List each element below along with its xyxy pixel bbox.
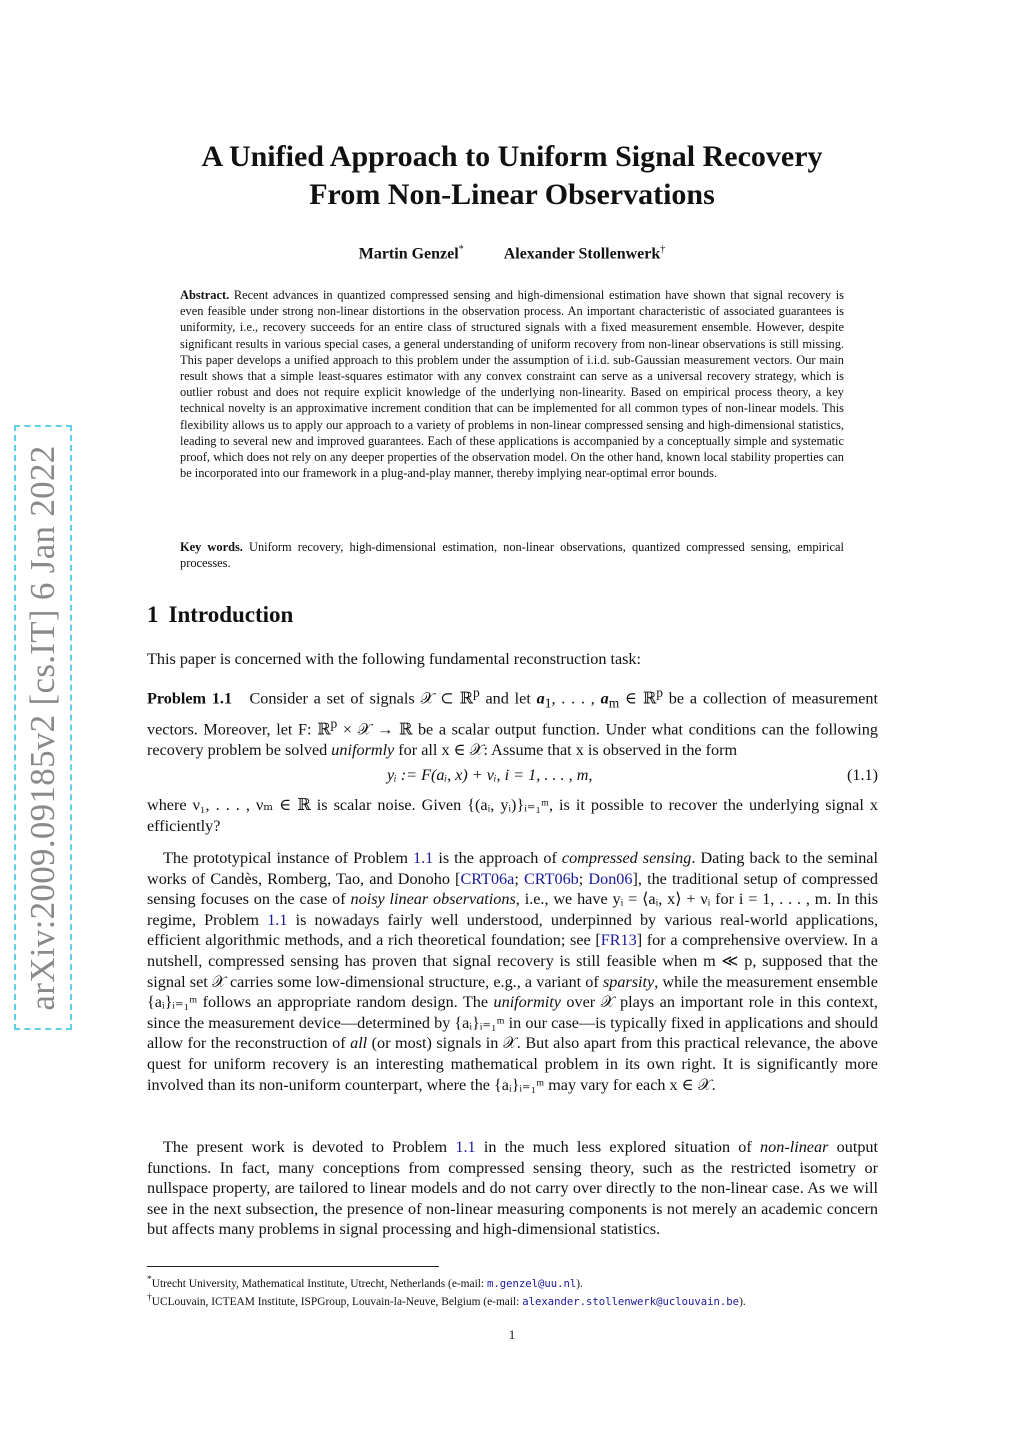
abstract-text: Recent advances in quantized compressed sensing and high-dimensional estimation have shown that signal recovery is even feasible under strong non-linear distortions in the observation process. An important characteristic of associated guarantees is uniformity, i.e., recovery succeeds for an entire class of structured signals with a fixed measurement ensemble. However, despite significant results in various special cases, a general understanding of uniform recovery from non-linear observations is still missing. This paper develops a unified approach to this problem under the assumption of i.i.d. sub-Gaussian measurement vectors. Our main result shows that a simple least-squares estimator with any convex constraint can serve as a universal recovery strategy, which is outlier robust and does not require explicit knowledge of the underlying non-linearity. Based on empirical process theory, a key technical novelty is an approximative increment condition that can be implemented for all common types of non-linear models. This flexibility allows us to apply our approach to a variety of problems in non-linear compressed sensing and high-dimensional statistics, leading to several new and improved guarantees. Each of these applications is accompanied by a conceptually simple and systematic proof, which does not rely on any deeper properties of the observation model. On the other hand, known local stability properties can be incorporated into our framework in a plug-and-play manner, thereby implying near-optimal error bounds. bbox=[180, 288, 844, 481]
cite-fr13[interactable]: FR13 bbox=[600, 931, 637, 950]
ref-problem-1-1[interactable]: 1.1 bbox=[267, 910, 288, 929]
footnote-rule bbox=[147, 1266, 439, 1267]
ref-problem-1-1[interactable]: 1.1 bbox=[455, 1138, 476, 1156]
cite-crt06a[interactable]: CRT06a bbox=[460, 869, 515, 888]
problem-label: Problem 1.1 bbox=[147, 689, 233, 708]
section-heading bbox=[147, 602, 293, 628]
equation-1-1 bbox=[147, 766, 878, 788]
email-link-2[interactable]: alexander.stollenwerk@uclouvain.be bbox=[522, 1295, 740, 1308]
footnote-2: †UCLouvain, ICTEAM Institute, ISPGroup, Louvain-la-Neuve, Belgium (e-mail: alexander.stollenwerk@uclouvain.be). bbox=[147, 1293, 746, 1308]
arxiv-stamp-text: arXiv:2009.09185v2 [cs.IT] 6 Jan 2022 bbox=[23, 444, 62, 1011]
section-number: 1 bbox=[147, 602, 159, 627]
arxiv-stamp bbox=[14, 425, 72, 1030]
intro-sentence: This paper is concerned with the following fundamental reconstruction task: bbox=[147, 650, 642, 668]
keywords bbox=[180, 539, 844, 571]
abstract-label: Abstract. bbox=[180, 288, 230, 302]
paper-title bbox=[120, 138, 904, 214]
problem-continuation: where ν₁, . . . , νₘ ∈ ℝ is scalar noise. Given {(aᵢ, yᵢ)}ᵢ₌₁ᵐ, is it possible to recover the underlying signal x efficiently? bbox=[147, 796, 878, 835]
page-number: 1 bbox=[508, 1327, 516, 1342]
author-1: Martin Genzel* bbox=[358, 244, 464, 263]
author-2: Alexander Stollenwerk† bbox=[503, 244, 666, 263]
keywords-label: Key words. bbox=[180, 540, 243, 554]
paragraph-1: The prototypical instance of Problem 1.1 is the approach of compressed sensing. Dating back to the seminal works of Candès, Romberg, Tao, and Donoho [CRT06a; CRT06b; Don06], the traditional setup of compressed sensing focuses on the case of noisy linear observations, i.e., we have yᵢ = ⟨aᵢ, x⟩ + νᵢ for i = 1, . . . , m. In this regime, Problem 1.1 is nowadays fairly well understood, underpinned by various real-world applications, efficient algorithmic methods, and a rich theoretical foundation; see [FR13] for a comprehensive overview. In a nutshell, compressed sensing has proven that signal recovery is still feasible when m ≪ p, supposed that the signal set 𝒳 carries some low-dimensional structure, e.g., a variant of sparsity, while the measurement ensemble {aᵢ}ᵢ₌₁ᵐ follows an appropriate random design. The uniformity over 𝒳 plays an important role in this context, since the measurement device—determined by {aᵢ}ᵢ₌₁ᵐ in our case—is typically fixed in applications and should allow for the reconstruction of all (or most) signals in 𝒳. But also apart from this practical relevance, the above quest for uniform recovery is an interesting mathematical problem in its own right. It is significantly more involved than its non-uniform counterpart, where the {aᵢ}ᵢ₌₁ᵐ may vary for each x ∈ 𝒳. bbox=[147, 849, 879, 1094]
footnote-1: *Utrecht University, Mathematical Institute, Utrecht, Netherlands (e-mail: m.genzel@uu.nl). bbox=[147, 1275, 583, 1290]
author-1-mark: * bbox=[458, 244, 464, 255]
equation-number: (1.1) bbox=[846, 766, 878, 784]
ref-problem-1-1[interactable]: 1.1 bbox=[413, 849, 434, 867]
equation-body: yᵢ := F(aᵢ, x) + νᵢ, i = 1, . . . , m, bbox=[387, 766, 593, 784]
cite-don06[interactable]: Don06 bbox=[588, 869, 633, 888]
author-list bbox=[0, 244, 1024, 263]
section-title: Introduction bbox=[168, 602, 294, 627]
cite-crt06b[interactable]: CRT06b bbox=[523, 869, 579, 888]
uniformly-emph: uniformly bbox=[331, 741, 395, 760]
abstract bbox=[180, 287, 844, 481]
author-2-mark: † bbox=[660, 244, 666, 255]
email-link-1[interactable]: m.genzel@uu.nl bbox=[486, 1277, 577, 1290]
title-line-1: A Unified Approach to Uniform Signal Recovery bbox=[201, 140, 823, 173]
paragraph-2: The present work is devoted to Problem 1.1 in the much less explored situation of non-linear output functions. In fact, many conceptions from compressed sensing theory, such as the restricted isometry or nullspace property, are tailored to linear models and do not carry over directly to the non-linear case. As we will see in the next subsection, the presence of non-linear measuring components is not merely an academic concern but affects many problems in signal processing and high-dimensional statistics. bbox=[147, 1138, 879, 1239]
problem-statement: Problem 1.1 Consider a set of signals 𝒳 ⊂ ℝ$^p$ and let $a_1$, . . . , $a_m$ ∈ ℝ$^p$ be a collection of measurement vectors. Moreover, let F: ℝ$^p$ × 𝒳 → ℝ be a scalar output function. Under what conditions can the following recovery problem be solved uniformly for all x ∈ 𝒳: Assume that x is observed in the form bbox=[147, 685, 879, 760]
title-line-2: From Non-Linear Observations bbox=[309, 178, 715, 211]
keywords-text: Uniform recovery, high-dimensional estimation, non-linear observations, quantized compressed sensing, empirical processes. bbox=[180, 540, 844, 571]
